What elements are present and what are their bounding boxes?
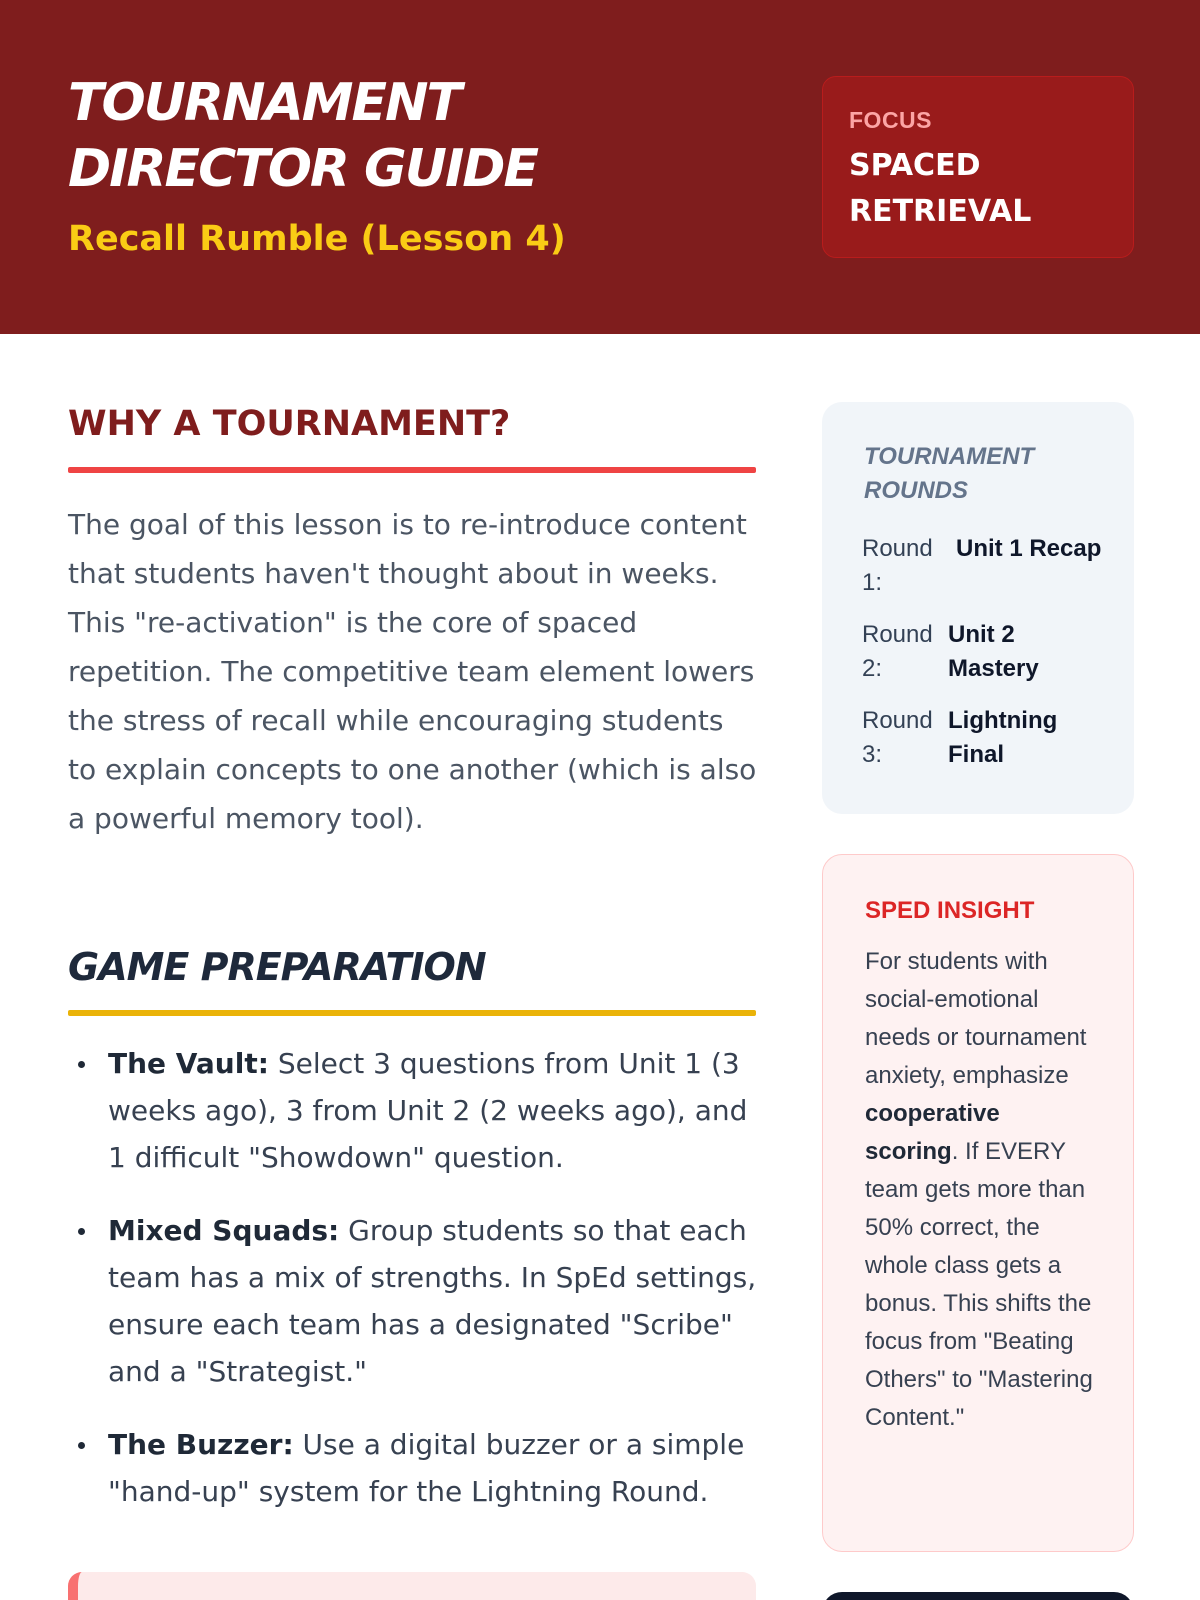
focus-label: FOCUS <box>849 107 932 133</box>
page-subtitle: Recall Rumble (Lesson 4) <box>68 219 566 259</box>
round-row <box>862 618 1122 686</box>
list-item-text: Use a digital buzzer or a simple "hand-up" system for the Lightning Round. <box>108 1428 745 1508</box>
round-value: Lightning Final <box>948 707 1058 768</box>
prep-divider <box>68 1010 756 1016</box>
sped-insight-title: SPED INSIGHT <box>865 897 1035 924</box>
list-item <box>68 1207 768 1395</box>
round-label: Round 2: <box>862 621 933 682</box>
header-banner <box>0 0 1200 334</box>
list-item-term: The Buzzer: <box>108 1428 294 1461</box>
list-item-text: Group students so that each team has a mix of strengths. In SpEd settings, ensure each team has a designated "Scribe" and a "Strategist." <box>108 1214 757 1388</box>
round-value: Unit 1 Recap <box>956 535 1102 562</box>
sped-text-before: For students with social-emotional needs or tournament anxiety, emphasize <box>865 948 1087 1089</box>
list-item <box>68 1421 768 1515</box>
callout-card <box>68 1572 756 1600</box>
focus-value: SPACED RETRIEVAL <box>849 148 1032 229</box>
prep-list <box>68 1040 768 1541</box>
why-divider <box>68 467 756 473</box>
round-row <box>862 704 1122 772</box>
round-row <box>862 532 1122 600</box>
list-item-term: The Vault: <box>108 1047 269 1080</box>
sped-text-after: . If EVERY team gets more than 50% correct, the whole class gets a bonus. This shifts the focus from "Beating Others" to "Mastering Content." <box>865 1138 1093 1431</box>
list-item-term: Mixed Squads: <box>108 1214 340 1247</box>
round-value: Unit 2 Mastery <box>948 621 1039 682</box>
page-title: TOURNAMENT DIRECTOR GUIDE <box>68 73 537 199</box>
rounds-list <box>862 532 1122 790</box>
list-item-text: Select 3 questions from Unit 1 (3 weeks ago), 3 from Unit 2 (2 weeks ago), and 1 difficult "Showdown" question. <box>108 1047 748 1174</box>
round-label: Round 1: <box>862 535 933 596</box>
why-section-body: The goal of this lesson is to re-introduce content that students haven't thought about in weeks. This "re-activation" is the core of spaced repetition. The competitive team element lowers the stress of recall while encouraging students to explain concepts to one another (which is also a powerful memory tool). <box>68 508 757 835</box>
dark-card <box>822 1592 1134 1600</box>
list-item <box>68 1040 768 1181</box>
sped-emphasis: cooperative scoring <box>865 1100 1000 1165</box>
focus-box <box>822 76 1134 258</box>
why-section-title: WHY A TOURNAMENT? <box>68 404 511 444</box>
rounds-title: TOURNAMENT ROUNDS <box>864 443 1035 504</box>
rounds-card <box>822 402 1134 814</box>
sped-insight-card <box>822 854 1134 1552</box>
sped-insight-body <box>865 943 1097 1437</box>
round-label: Round 3: <box>862 707 933 768</box>
prep-section-title: GAME PREPARATION <box>68 945 486 989</box>
